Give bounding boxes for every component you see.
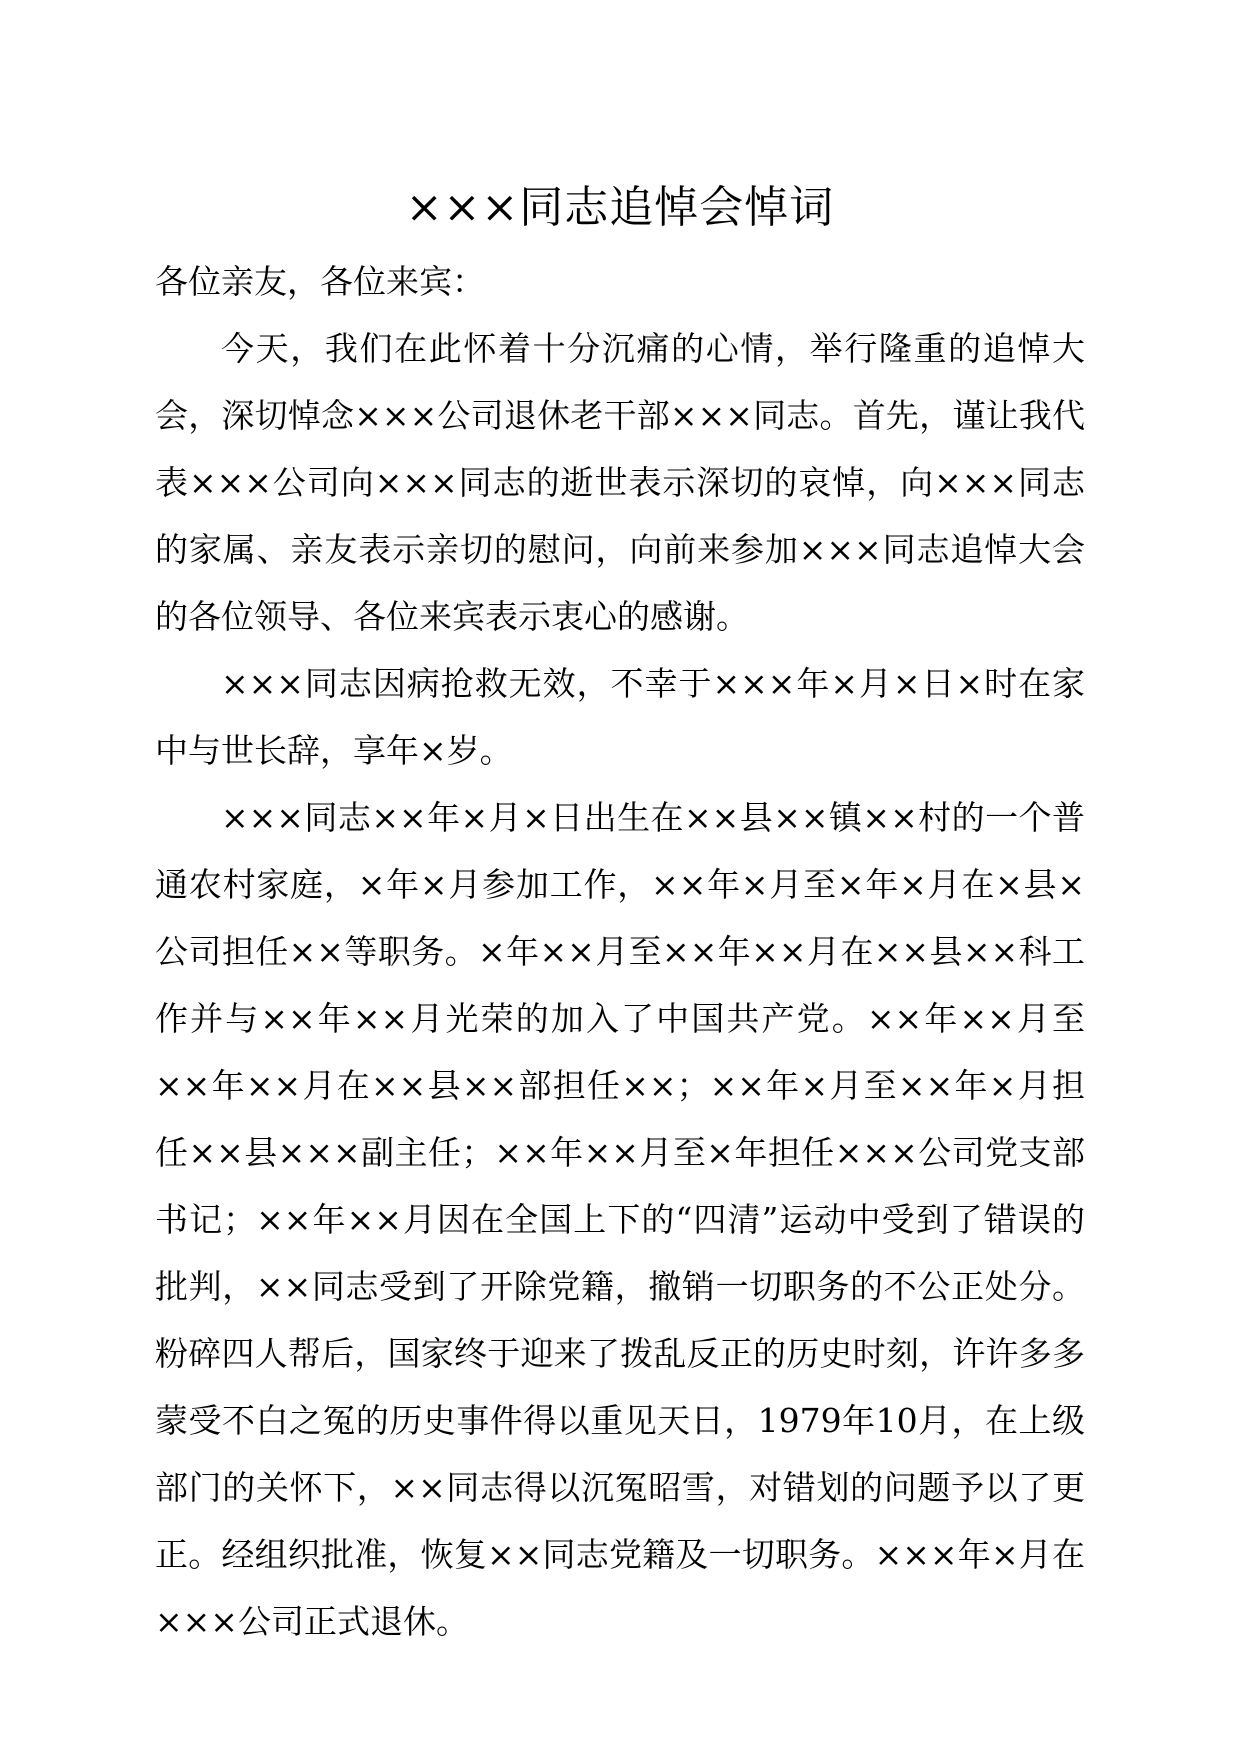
document-title: ×××同志追悼会悼词 xyxy=(405,182,835,233)
salutation: 各位亲友，各位来宾： xyxy=(155,262,485,301)
paragraph-passing: ×××同志因病抢救无效，不幸于×××年×月×日×时在家中与世长辞，享年×岁。 xyxy=(155,664,1085,770)
paragraph-opening: 今天，我们在此怀着十分沉痛的心情，举行隆重的追悼大会，深切悼念×××公司退休老干部×××同志。首先，谨让我代表×××公司向×××同志的逝世表示深切的哀悼，向×××同志的家属、亲友表示亲切的慰问，向前来参加×××同志追悼大会的各位领导、各位来宾表示衷心的感谢。 xyxy=(155,329,1085,636)
document-body xyxy=(155,248,1085,1655)
paragraph-biography: ×××同志××年×月×日出生在××县××镇××村的一个普通农村家庭，×年×月参加工作，××年×月至×年×月在×县×公司担任××等职务。×年××月至××年××月在××县××科工作并与××年××月光荣的加入了中国共产党。××年××月至××年××月在××县××部担任××；××年×月至××年×月担任××县×××副主任；××年××月至×年担任×××公司党支部书记；××年××月因在全国上下的“四清”运动中受到了错误的批判，××同志受到了开除党籍，撤销一切职务的不公正处分。粉碎四人帮后，国家终于迎来了拨乱反正的历史时刻，许许多多蒙受不白之冤的历史事件得以重见天日，1979年10月，在上级部门的关怀下，××同志得以沉冤昭雪，对错划的问题予以了更正。经组织批准，恢复××同志党籍及一切职务。×××年×月在×××公司正式退休。 xyxy=(155,798,1086,1641)
